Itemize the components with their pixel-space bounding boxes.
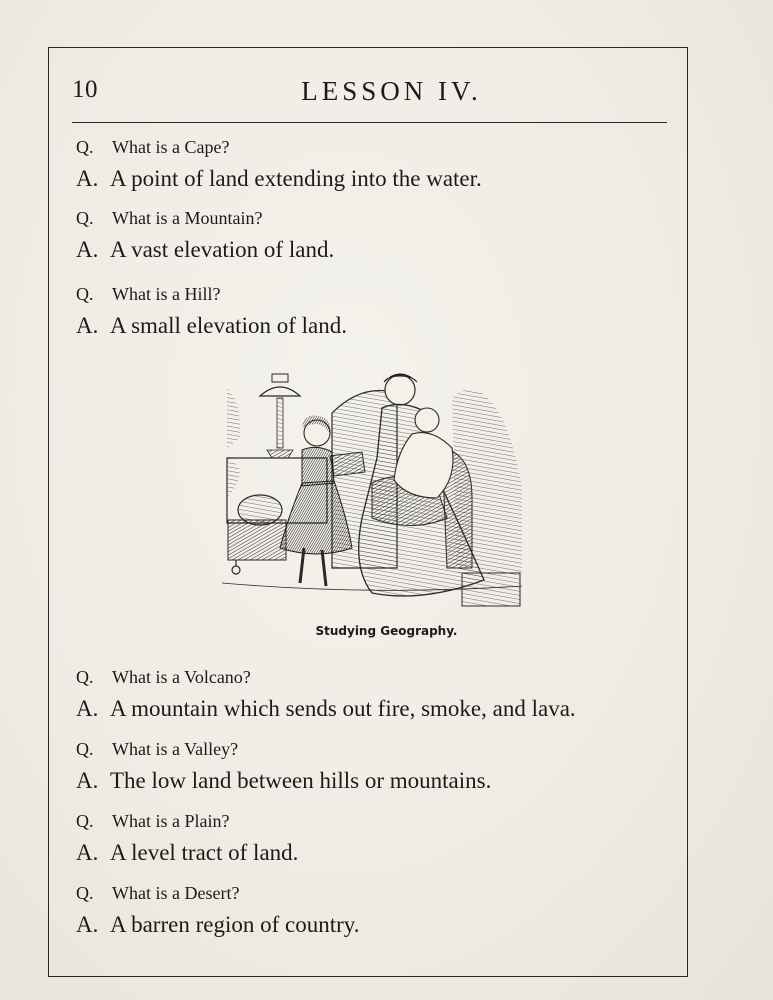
answer-line [76, 164, 676, 194]
question-line [76, 810, 676, 832]
answer-text: A barren region of country. [110, 912, 360, 937]
question-marker: Q. [76, 739, 94, 759]
answer-marker: A. [76, 313, 99, 338]
question-marker: Q. [76, 667, 94, 687]
answer-line [76, 910, 676, 940]
question-marker: Q. [76, 137, 94, 157]
question-line [76, 738, 676, 760]
page-number: 10 [72, 76, 98, 103]
qa-entry-cape [76, 136, 676, 194]
qa-entry-hill [76, 283, 676, 341]
question-text: What is a Mountain? [112, 208, 263, 228]
answer-line [76, 235, 676, 265]
answer-text: A level tract of land. [110, 840, 299, 865]
answer-marker: A. [76, 237, 99, 262]
question-line [76, 207, 676, 229]
qa-entry-mountain [76, 207, 676, 265]
answer-text: A mountain which sends out fire, smoke, and lava. [110, 696, 576, 721]
foliage-left [227, 388, 240, 448]
question-marker: Q. [76, 284, 94, 304]
engraving-illustration [222, 368, 522, 613]
question-marker: Q. [76, 883, 94, 903]
answer-marker: A. [76, 768, 99, 793]
question-marker: Q. [76, 208, 94, 228]
lesson-title: LESSON IV. [301, 76, 482, 106]
question-text: What is a Hill? [112, 284, 221, 304]
answer-text: A vast elevation of land. [110, 237, 335, 262]
answer-line [76, 838, 676, 868]
answer-text: A point of land extending into the water. [110, 166, 482, 191]
answer-marker: A. [76, 912, 99, 937]
question-marker: Q. [76, 811, 94, 831]
illustration-caption: Studying Geography. [315, 624, 458, 638]
answer-line [76, 311, 676, 341]
question-text: What is a Desert? [112, 883, 240, 903]
header-rule [72, 122, 667, 123]
footstool [228, 495, 286, 574]
qa-entry-volcano [76, 666, 676, 724]
qa-entry-desert [76, 882, 676, 940]
answer-marker: A. [76, 696, 99, 721]
answer-marker: A. [76, 166, 99, 191]
answer-text: The low land between hills or mountains. [110, 768, 492, 793]
question-text: What is a Plain? [112, 811, 230, 831]
question-line [76, 666, 676, 688]
answer-line [76, 766, 676, 796]
answer-marker: A. [76, 840, 99, 865]
answer-text: A small elevation of land. [110, 313, 347, 338]
question-text: What is a Cape? [112, 137, 230, 157]
question-line [76, 882, 676, 904]
question-line [76, 283, 676, 305]
lamp-icon [260, 374, 300, 458]
question-text: What is a Volcano? [112, 667, 251, 687]
qa-entry-plain [76, 810, 676, 868]
answer-line [76, 694, 676, 724]
question-line [76, 136, 676, 158]
question-text: What is a Valley? [112, 739, 239, 759]
book [330, 452, 365, 476]
qa-entry-valley [76, 738, 676, 796]
footrest [462, 573, 520, 606]
